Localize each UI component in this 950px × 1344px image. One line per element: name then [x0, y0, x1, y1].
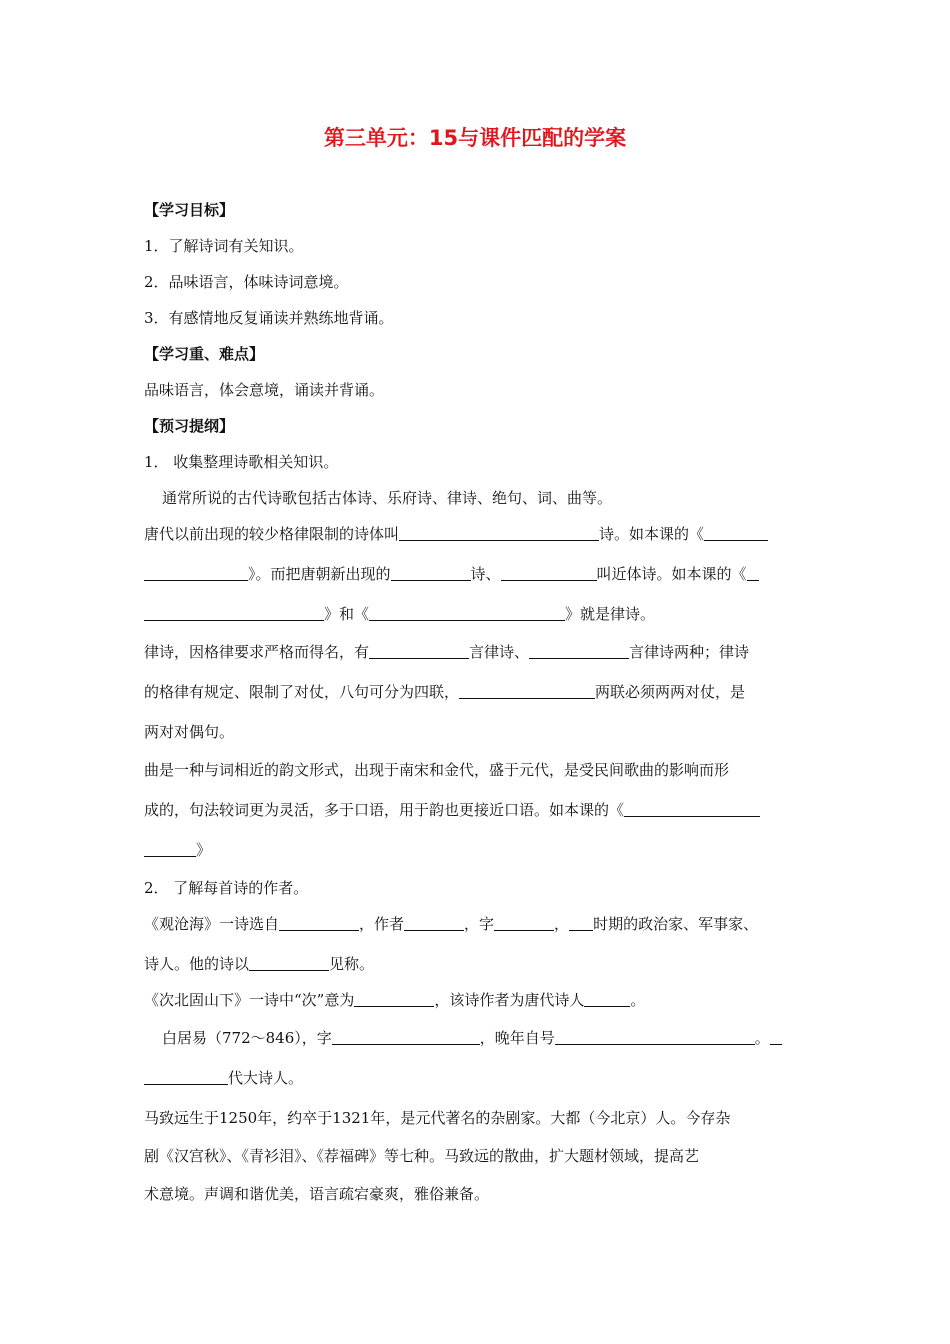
question-2-title: 2． 了解每首诗的作者。	[144, 879, 309, 897]
blank-underline[interactable]	[624, 801, 760, 817]
question-1-line: 两对对偶句。	[144, 723, 235, 741]
blank-underline[interactable]	[369, 605, 565, 621]
question-1-line	[144, 564, 816, 584]
blank-underline[interactable]	[144, 605, 324, 621]
question-1-line	[144, 642, 816, 662]
blank-underline[interactable]	[144, 1069, 228, 1085]
text-run: ，	[554, 915, 570, 933]
blank-underline[interactable]	[770, 1029, 782, 1045]
blank-underline[interactable]	[279, 915, 359, 931]
text-run: 见称。	[329, 955, 375, 973]
objective-item: 1．了解诗词有关知识。	[144, 237, 304, 255]
text-run: 言律诗、	[469, 643, 530, 661]
text-run: 唐代以前出现的较少格律限制的诗体叫	[144, 525, 400, 543]
preview-heading: 【预习提纲】	[144, 417, 235, 435]
key-points-text: 品味语言，体会意境，诵读并背诵。	[144, 381, 385, 399]
text-run: 。	[630, 991, 646, 1009]
text-run: 诗。如本课的《	[599, 525, 705, 543]
blank-underline[interactable]	[747, 565, 759, 581]
blank-underline[interactable]	[494, 915, 554, 931]
question-2-line	[144, 1068, 816, 1088]
question-2-line	[144, 990, 816, 1010]
blank-underline[interactable]	[354, 991, 434, 1007]
blank-underline[interactable]	[529, 643, 629, 659]
text-run: 》和《	[324, 605, 370, 623]
question-1-line: 曲是一种与词相近的韵文形式，出现于南宋和金代，盛于元代，是受民间歌曲的影响而形	[144, 761, 730, 779]
text-run: 白居易（772～846），字	[162, 1029, 332, 1047]
text-run: 时期的政治家、军事家、	[593, 915, 759, 933]
blank-underline[interactable]	[144, 565, 248, 581]
objective-item: 3．有感情地反复诵读并熟练地背诵。	[144, 309, 394, 327]
blank-underline[interactable]	[459, 683, 595, 699]
text-run: ，作者	[359, 915, 405, 933]
text-run: 《次北固山下》一诗中“次”意为	[144, 991, 355, 1009]
question-2-line	[144, 914, 816, 934]
blank-underline[interactable]	[391, 565, 471, 581]
text-run: 的格律有规定、限制了对仗，八句可分为四联，	[144, 683, 460, 701]
text-run: 成的，句法较词更为灵活，多于口语，用于韵也更接近口语。如本课的《	[144, 801, 625, 819]
text-run: ，晚年自号	[479, 1029, 555, 1047]
ma-zhiyuan-bio: 马致远生于1250年，约卒于1321年，是元代著名的杂剧家。大都（今北京）人。今存杂	[144, 1109, 731, 1127]
text-run: 诗、	[470, 565, 501, 583]
question-1-line	[144, 524, 816, 544]
blank-underline[interactable]	[144, 841, 196, 857]
question-1-line	[144, 840, 816, 860]
blank-underline[interactable]	[584, 991, 630, 1007]
page-title: 第三单元：15与课件匹配的学案	[323, 126, 627, 150]
question-1-line	[144, 800, 816, 820]
blank-underline[interactable]	[501, 565, 597, 581]
text-run: 代大诗人。	[228, 1069, 304, 1087]
objective-item: 2．品味语言，体味诗词意境。	[144, 273, 349, 291]
objectives-heading: 【学习目标】	[144, 201, 235, 219]
text-run: 诗人。他的诗以	[144, 955, 250, 973]
blank-underline[interactable]	[555, 1029, 755, 1045]
blank-underline[interactable]	[369, 643, 469, 659]
question-2-line	[144, 954, 816, 974]
question-1-line	[144, 682, 816, 702]
key-points-heading: 【学习重、难点】	[144, 345, 265, 363]
text-run: ，该诗作者为唐代诗人	[434, 991, 585, 1009]
ma-zhiyuan-bio: 剧《汉宫秋》、《青衫泪》、《荐福碑》等七种。马致远的散曲，扩大题材领域，提高艺	[144, 1147, 700, 1165]
text-run: ，字	[464, 915, 495, 933]
text-run: 两联必须两两对仗，是	[595, 683, 746, 701]
blank-underline[interactable]	[704, 525, 768, 541]
blank-underline[interactable]	[404, 915, 464, 931]
text-run: 》就是律诗。	[565, 605, 656, 623]
blank-underline[interactable]	[332, 1029, 480, 1045]
text-run: 律诗，因格律要求严格而得名，有	[144, 643, 370, 661]
text-run: 》。而把唐朝新出现的	[248, 565, 391, 583]
blank-underline[interactable]	[249, 955, 329, 971]
text-run: 言律诗两种；律诗	[629, 643, 750, 661]
question-2-line	[162, 1028, 834, 1048]
question-1-title: 1． 收集整理诗歌相关知识。	[144, 453, 339, 471]
ma-zhiyuan-bio: 术意境。声调和谐优美，语言疏宕豪爽，雅俗兼备。	[144, 1185, 490, 1203]
text-run: 。	[754, 1029, 770, 1047]
blank-underline[interactable]	[569, 915, 593, 931]
blank-underline[interactable]	[399, 525, 599, 541]
text-run: 《观沧海》一诗选自	[144, 915, 280, 933]
text-run: 叫近体诗。如本课的《	[596, 565, 747, 583]
question-1-intro: 通常所说的古代诗歌包括古体诗、乐府诗、律诗、绝句、词、曲等。	[162, 489, 613, 507]
question-1-line	[144, 604, 816, 624]
text-run: 》	[196, 841, 212, 859]
